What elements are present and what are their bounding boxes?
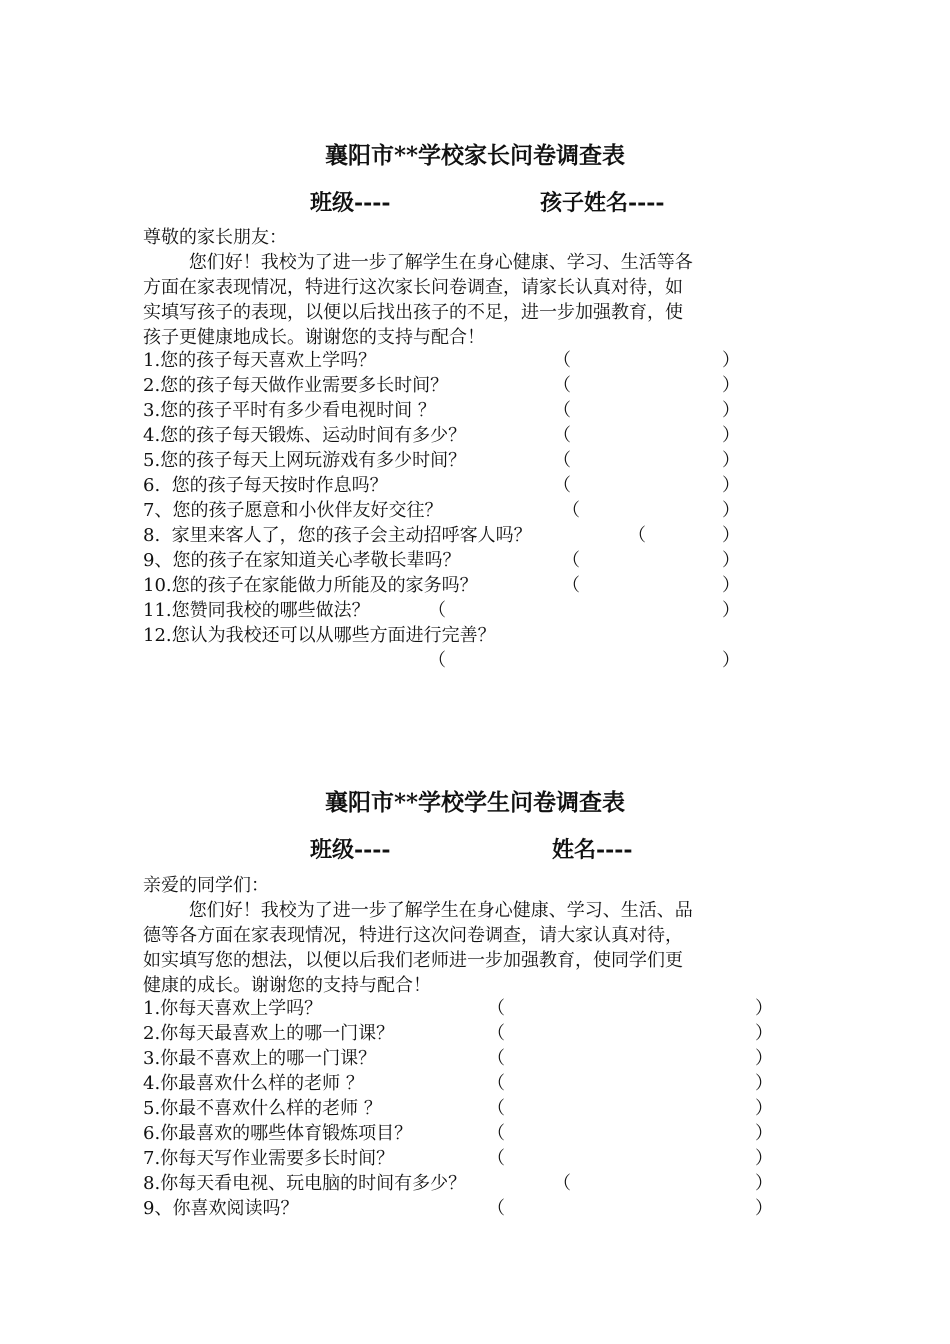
parent-question: 4.您的孩子每天锻炼、运动时间有多少？ — [143, 425, 467, 446]
answer-paren-open: （ — [553, 475, 571, 496]
answer-paren-close: ） — [755, 1098, 773, 1119]
parent-question: 6. 您的孩子每天按时作息吗？ — [143, 475, 388, 496]
parent-question: 5.您的孩子每天上网玩游戏有多少时间？ — [143, 450, 467, 471]
answer-paren-open: （ — [553, 425, 571, 446]
parent-question: 12.您认为我校还可以从哪些方面进行完善？ — [143, 625, 496, 646]
student-intro-line: 您们好！我校为了进一步了解学生在身心健康、学习、生活、品 — [143, 900, 693, 921]
parent-intro-line: 您们好！我校为了进一步了解学生在身心健康、学习、生活等各 — [143, 252, 693, 273]
answer-paren-open: （ — [487, 1048, 505, 1069]
answer-paren-open: （ — [487, 1198, 505, 1219]
answer-paren-close: ） — [722, 475, 740, 496]
student-question: 4.你最喜欢什么样的老师 ？ — [143, 1073, 364, 1094]
answer-paren-close: ） — [722, 575, 740, 596]
parent-question: 8. 家里来客人了，您的孩子会主动招呼客人吗？ — [143, 525, 532, 546]
answer-paren-close: ） — [755, 1198, 773, 1219]
parent-question: 10.您的孩子在家能做力所能及的家务吗？ — [143, 575, 478, 596]
answer-paren-close: ） — [755, 1048, 773, 1069]
parent-class-label: 班级---- — [310, 190, 391, 216]
answer-paren-open: （ — [562, 500, 580, 521]
answer-paren-close: ） — [755, 1148, 773, 1169]
answer-paren-open: （ — [553, 1173, 571, 1194]
answer-paren-open: （ — [487, 1023, 505, 1044]
answer-paren-open: （ — [553, 350, 571, 371]
parent-child-name-label: 孩子姓名---- — [540, 190, 665, 216]
answer-paren-close: ） — [722, 350, 740, 371]
parent-intro-line: 实填写孩子的表现，以便以后找出孩子的不足，进一步加强教育，使 — [143, 302, 683, 323]
student-intro-line: 德等各方面在家表现情况，特进行这次问卷调查，请大家认真对待， — [143, 925, 683, 946]
student-question: 6.你最喜欢的哪些体育锻炼项目？ — [143, 1123, 413, 1144]
parent-survey-title: 襄阳市**学校家长问卷调查表 — [324, 142, 626, 169]
answer-paren-close: ） — [722, 400, 740, 421]
answer-paren-close: ） — [755, 1023, 773, 1044]
answer-paren-open: （ — [553, 375, 571, 396]
student-intro-line: 健康的成长。谢谢您的支持与配合！ — [143, 975, 431, 996]
student-question: 7.你每天写作业需要多长时间？ — [143, 1148, 395, 1169]
parent-intro-line: 孩子更健康地成长。谢谢您的支持与配合！ — [143, 327, 485, 348]
parent-question: 3.您的孩子平时有多少看电视时间 ？ — [143, 400, 436, 421]
student-question: 1.你每天喜欢上学吗？ — [143, 998, 323, 1019]
parent-question: 11.您赞同我校的哪些做法？ — [143, 600, 370, 621]
answer-paren-close: ） — [722, 375, 740, 396]
answer-paren-close: ） — [722, 650, 740, 671]
answer-paren-open: （ — [553, 400, 571, 421]
answer-paren-close: ） — [755, 998, 773, 1019]
answer-paren-open: （ — [562, 575, 580, 596]
student-question: 3.你最不喜欢上的哪一门课？ — [143, 1048, 377, 1069]
student-question: 5.你最不喜欢什么样的老师 ？ — [143, 1098, 382, 1119]
answer-paren-close: ） — [722, 425, 740, 446]
answer-paren-open: （ — [628, 525, 646, 546]
student-intro-line: 如实填写您的想法，以便以后我们老师进一步加强教育，使同学们更 — [143, 950, 683, 971]
student-class-label: 班级---- — [310, 837, 391, 863]
student-question: 8.你每天看电视、玩电脑的时间有多少？ — [143, 1173, 467, 1194]
parent-question: 7、您的孩子愿意和小伙伴友好交往？ — [143, 500, 443, 521]
parent-intro-line: 方面在家表现情况，特进行这次家长问卷调查，请家长认真对待，如 — [143, 277, 683, 298]
answer-paren-close: ） — [755, 1073, 773, 1094]
answer-paren-open: （ — [487, 998, 505, 1019]
answer-paren-close: ） — [722, 500, 740, 521]
parent-greeting: 尊敬的家长朋友： — [143, 227, 287, 248]
answer-paren-close: ） — [722, 450, 740, 471]
parent-question: 2.您的孩子每天做作业需要多长时间？ — [143, 375, 449, 396]
student-name-label: 姓名---- — [552, 837, 633, 863]
answer-paren-open: （ — [487, 1148, 505, 1169]
answer-paren-open: （ — [428, 600, 446, 621]
parent-question: 9、您的孩子在家知道关心孝敬长辈吗？ — [143, 550, 461, 571]
answer-paren-open: （ — [487, 1098, 505, 1119]
parent-question: 1.您的孩子每天喜欢上学吗？ — [143, 350, 377, 371]
answer-paren-open: （ — [487, 1073, 505, 1094]
answer-paren-open: （ — [562, 550, 580, 571]
answer-paren-close: ） — [755, 1123, 773, 1144]
answer-paren-close: ） — [755, 1173, 773, 1194]
answer-paren-close: ） — [722, 550, 740, 571]
answer-paren-close: ） — [722, 525, 740, 546]
student-greeting: 亲爱的同学们： — [143, 875, 269, 896]
student-survey-title: 襄阳市**学校学生问卷调查表 — [324, 789, 626, 816]
answer-paren-open: （ — [553, 450, 571, 471]
answer-paren-open: （ — [428, 650, 446, 671]
student-question: 9、你喜欢阅读吗？ — [143, 1198, 299, 1219]
student-question: 2.你每天最喜欢上的哪一门课？ — [143, 1023, 395, 1044]
answer-paren-close: ） — [722, 600, 740, 621]
answer-paren-open: （ — [487, 1123, 505, 1144]
